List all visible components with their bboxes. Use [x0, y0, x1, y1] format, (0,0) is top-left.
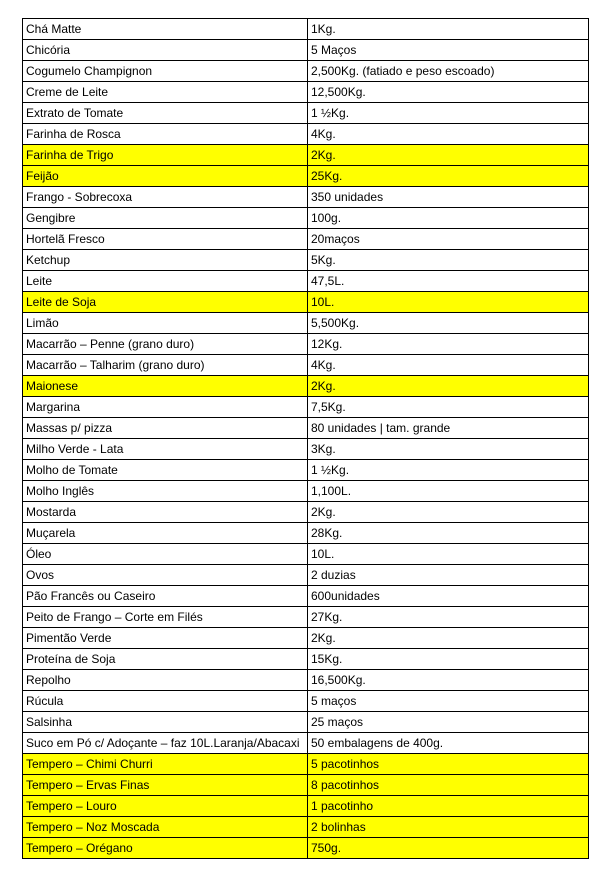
item-quantity-cell: 5 maços	[308, 691, 589, 712]
item-quantity-cell: 5 Maços	[308, 40, 589, 61]
item-quantity-cell: 2Kg.	[308, 628, 589, 649]
item-name-cell: Mostarda	[23, 502, 308, 523]
item-quantity-cell: 1,100L.	[308, 481, 589, 502]
item-name-cell: Molho Inglês	[23, 481, 308, 502]
table-row	[23, 124, 589, 145]
item-quantity-cell: 2 duzias	[308, 565, 589, 586]
item-name-cell: Pão Francês ou Caseiro	[23, 586, 308, 607]
table-row	[23, 355, 589, 376]
table-row	[23, 376, 589, 397]
item-quantity-cell: 10L.	[308, 544, 589, 565]
item-name-cell: Tempero – Louro	[23, 796, 308, 817]
item-quantity-cell: 100g.	[308, 208, 589, 229]
table-row	[23, 775, 589, 796]
item-quantity-cell: 3Kg.	[308, 439, 589, 460]
table-row	[23, 19, 589, 40]
item-name-cell: Muçarela	[23, 523, 308, 544]
item-quantity-cell: 2Kg.	[308, 376, 589, 397]
table-row	[23, 334, 589, 355]
item-name-cell: Macarrão – Penne (grano duro)	[23, 334, 308, 355]
item-name-cell: Creme de Leite	[23, 82, 308, 103]
item-quantity-cell: 350 unidades	[308, 187, 589, 208]
item-name-cell: Leite	[23, 271, 308, 292]
table-row	[23, 103, 589, 124]
table-row	[23, 313, 589, 334]
item-name-cell: Molho de Tomate	[23, 460, 308, 481]
table-row	[23, 166, 589, 187]
item-quantity-cell: 10L.	[308, 292, 589, 313]
item-quantity-cell: 4Kg.	[308, 124, 589, 145]
item-name-cell: Tempero – Ervas Finas	[23, 775, 308, 796]
item-name-cell: Chá Matte	[23, 19, 308, 40]
item-name-cell: Farinha de Trigo	[23, 145, 308, 166]
table-row	[23, 544, 589, 565]
item-quantity-cell: 1 pacotinho	[308, 796, 589, 817]
item-name-cell: Feijão	[23, 166, 308, 187]
item-quantity-cell: 7,5Kg.	[308, 397, 589, 418]
item-quantity-cell: 1 ½Kg.	[308, 103, 589, 124]
table-row	[23, 565, 589, 586]
item-name-cell: Tempero – Orégano	[23, 838, 308, 859]
item-quantity-cell: 1 ½Kg.	[308, 460, 589, 481]
table-row	[23, 250, 589, 271]
table-row	[23, 271, 589, 292]
item-name-cell: Margarina	[23, 397, 308, 418]
item-quantity-cell: 2 bolinhas	[308, 817, 589, 838]
item-name-cell: Repolho	[23, 670, 308, 691]
item-name-cell: Rúcula	[23, 691, 308, 712]
table-row	[23, 712, 589, 733]
item-name-cell: Extrato de Tomate	[23, 103, 308, 124]
table-row	[23, 649, 589, 670]
item-name-cell: Salsinha	[23, 712, 308, 733]
item-name-cell: Ketchup	[23, 250, 308, 271]
item-quantity-cell: 28Kg.	[308, 523, 589, 544]
table-row	[23, 481, 589, 502]
item-name-cell: Massas p/ pizza	[23, 418, 308, 439]
ingredients-table	[22, 18, 589, 859]
item-name-cell: Chicória	[23, 40, 308, 61]
item-quantity-cell: 47,5L.	[308, 271, 589, 292]
item-name-cell: Frango - Sobrecoxa	[23, 187, 308, 208]
table-row	[23, 733, 589, 754]
table-row	[23, 838, 589, 859]
item-quantity-cell: 4Kg.	[308, 355, 589, 376]
item-name-cell: Hortelã Fresco	[23, 229, 308, 250]
table-row	[23, 586, 589, 607]
item-quantity-cell: 27Kg.	[308, 607, 589, 628]
item-name-cell: Tempero – Noz Moscada	[23, 817, 308, 838]
item-quantity-cell: 12,500Kg.	[308, 82, 589, 103]
table-row	[23, 523, 589, 544]
item-name-cell: Tempero – Chimi Churri	[23, 754, 308, 775]
table-row	[23, 187, 589, 208]
table-row	[23, 817, 589, 838]
item-quantity-cell: 12Kg.	[308, 334, 589, 355]
item-quantity-cell: 25Kg.	[308, 166, 589, 187]
item-quantity-cell: 5 pacotinhos	[308, 754, 589, 775]
item-quantity-cell: 80 unidades | tam. grande	[308, 418, 589, 439]
item-name-cell: Ovos	[23, 565, 308, 586]
item-quantity-cell: 5Kg.	[308, 250, 589, 271]
table-row	[23, 40, 589, 61]
table-row	[23, 397, 589, 418]
item-quantity-cell: 5,500Kg.	[308, 313, 589, 334]
item-name-cell: Cogumelo Champignon	[23, 61, 308, 82]
item-name-cell: Proteína de Soja	[23, 649, 308, 670]
item-quantity-cell: 600unidades	[308, 586, 589, 607]
item-name-cell: Óleo	[23, 544, 308, 565]
table-row	[23, 628, 589, 649]
item-name-cell: Milho Verde - Lata	[23, 439, 308, 460]
table-row	[23, 418, 589, 439]
item-name-cell: Limão	[23, 313, 308, 334]
item-quantity-cell: 15Kg.	[308, 649, 589, 670]
table-row	[23, 292, 589, 313]
item-name-cell: Leite de Soja	[23, 292, 308, 313]
item-quantity-cell: 2Kg.	[308, 502, 589, 523]
table-row	[23, 229, 589, 250]
table-row	[23, 670, 589, 691]
item-quantity-cell: 750g.	[308, 838, 589, 859]
item-name-cell: Farinha de Rosca	[23, 124, 308, 145]
item-name-cell: Maionese	[23, 376, 308, 397]
table-row	[23, 145, 589, 166]
table-row	[23, 754, 589, 775]
table-row	[23, 502, 589, 523]
item-quantity-cell: 20maços	[308, 229, 589, 250]
item-name-cell: Pimentão Verde	[23, 628, 308, 649]
table-row	[23, 439, 589, 460]
item-quantity-cell: 25 maços	[308, 712, 589, 733]
ingredients-table-body	[23, 19, 589, 859]
item-name-cell: Macarrão – Talharim (grano duro)	[23, 355, 308, 376]
item-quantity-cell: 1Kg.	[308, 19, 589, 40]
item-quantity-cell: 2Kg.	[308, 145, 589, 166]
table-row	[23, 82, 589, 103]
item-name-cell: Suco em Pó c/ Adoçante – faz 10L.Laranja/Abacaxi	[23, 733, 308, 754]
table-row	[23, 61, 589, 82]
item-quantity-cell: 50 embalagens de 400g.	[308, 733, 589, 754]
table-row	[23, 796, 589, 817]
table-row	[23, 460, 589, 481]
table-row	[23, 607, 589, 628]
item-name-cell: Peito de Frango – Corte em Filés	[23, 607, 308, 628]
table-row	[23, 208, 589, 229]
item-quantity-cell: 16,500Kg.	[308, 670, 589, 691]
table-row	[23, 691, 589, 712]
item-quantity-cell: 8 pacotinhos	[308, 775, 589, 796]
item-quantity-cell: 2,500Kg. (fatiado e peso escoado)	[308, 61, 589, 82]
item-name-cell: Gengibre	[23, 208, 308, 229]
